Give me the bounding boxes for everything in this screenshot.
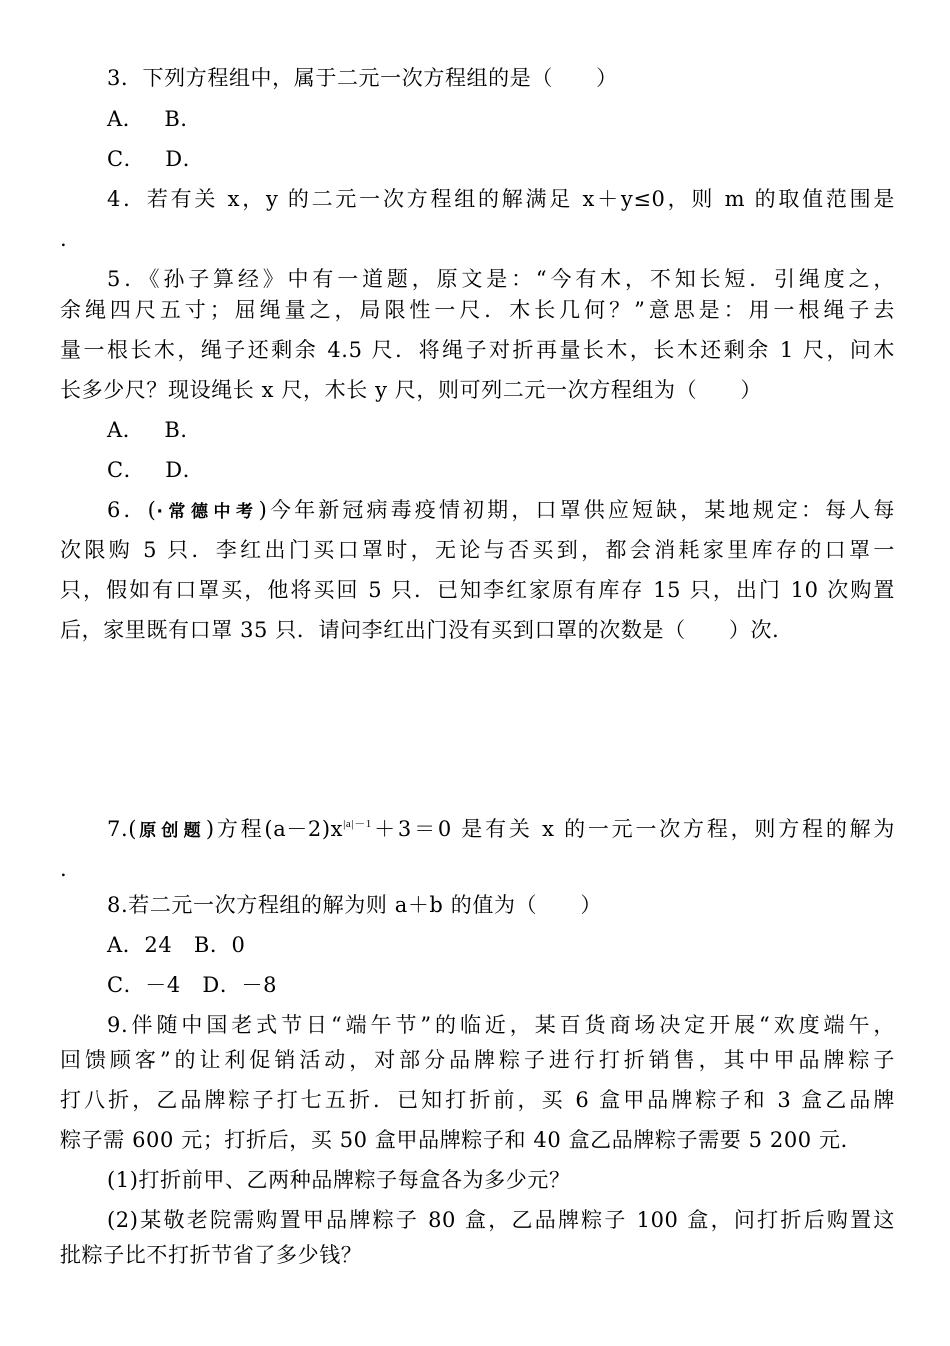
q7-text — [107, 814, 895, 844]
q5-option-d: D． — [165, 458, 205, 482]
q6-line1-rest: )今年新冠病毒疫情初期，口罩供应短缺，某地规定：每人每 — [258, 498, 895, 522]
q3-options-ab — [107, 104, 895, 134]
q6-line1 — [107, 495, 895, 525]
q9-sub2-line1: (2)某敬老院需购置甲品牌粽子 80 盒，乙品牌粽子 100 盒，问打折后购置这 — [107, 1208, 895, 1232]
q5-line3: 量一根长木，绳子还剩余 4.5 尺．将绳子对折再量长木，长木还剩余 1 尺，问木 — [60, 338, 895, 362]
q5-option-b: B． — [164, 418, 203, 442]
q9-line3: 打八折，乙品牌粽子打七五折．已知打折前，买 6 盒甲品牌粽子和 3 盒乙品牌 — [60, 1088, 895, 1112]
q3-option-d: D． — [165, 147, 205, 171]
q6-prefix: 6．( — [107, 498, 157, 522]
q6-source-tag: ·常德中考 — [156, 502, 259, 522]
q9-sub1: (1)打折前甲、乙两种品牌粽子每盒各为多少元？ — [107, 1168, 571, 1192]
q3-stem: 3．下列方程组中，属于二元一次方程组的是（ ） — [107, 66, 618, 90]
q5-options-ab — [107, 415, 895, 445]
q9-line2: 回馈顾客”的让利促销活动，对部分品牌粽子进行打折销售，其中甲品牌粽子 — [60, 1048, 895, 1072]
q7-part2: ＋3＝0 是有关 x 的一元一次方程，则方程的解为 — [371, 817, 896, 841]
q8-stem: 8.若二元一次方程组的解为则 a＋b 的值为（ ） — [107, 893, 602, 917]
q7-source-tag: 原创题 — [137, 821, 206, 841]
q5-line2: 余绳四尺五寸；屈绳量之，局限性一尺．木长几何？”意思是：用一根绳子去 — [60, 298, 895, 322]
q9-sub2-line2: 批粽子比不打折节省了多少钱？ — [60, 1243, 363, 1267]
q3-option-a: A． — [107, 107, 145, 131]
q9-line4: 粽子需 600 元；打折后，买 50 盒甲品牌粽子和 40 盒乙品牌粽子需要 5 200 元． — [60, 1128, 863, 1152]
q5-option-c: C． — [107, 458, 146, 482]
q8-options-ab: A．24 B．0 — [107, 933, 246, 957]
q7-tail: . — [60, 857, 68, 881]
q6-line2: 次限购 5 只．李红出门买口罩时，无论与否买到，都会消耗家里库存的口罩一 — [60, 538, 895, 562]
q3-option-c: C． — [107, 147, 146, 171]
q6-line4: 后，家里既有口罩 35 只．请问李红出门没有买到口罩的次数是（ ）次． — [60, 618, 794, 642]
q9-line1: 9.伴随中国老式节日“端午节”的临近，某百货商场决定开展“欢度端午， — [107, 1013, 895, 1037]
q5-line4: 长多少尺？现设绳长 x 尺，木长 y 尺，则可列二元一次方程组为（ ） — [60, 378, 763, 402]
q3-option-b: B． — [164, 107, 203, 131]
q5-line1: 5．《孙子算经》中有一道题，原文是：“今有木，不知长短．引绳度之， — [107, 267, 895, 291]
q5-options-cd — [107, 455, 895, 485]
q6-line3: 只，假如有口罩买，他将买回 5 只．已知李红家原有库存 15 只，出门 10 次购置 — [60, 578, 895, 602]
q7-exponent: |a|－1 — [343, 818, 372, 830]
q4-tail: . — [60, 227, 68, 251]
q7-part1: )方程(a－2)x — [205, 817, 344, 841]
q7-prefix: 7.( — [107, 817, 138, 841]
q3-options-cd — [107, 144, 895, 174]
q8-options-cd: C．－4 D．－8 — [107, 973, 278, 997]
q4-text: 4．若有关 x，y 的二元一次方程组的解满足 x＋y≤0，则 m 的取值范围是 — [107, 187, 895, 211]
q5-option-a: A． — [107, 418, 145, 442]
